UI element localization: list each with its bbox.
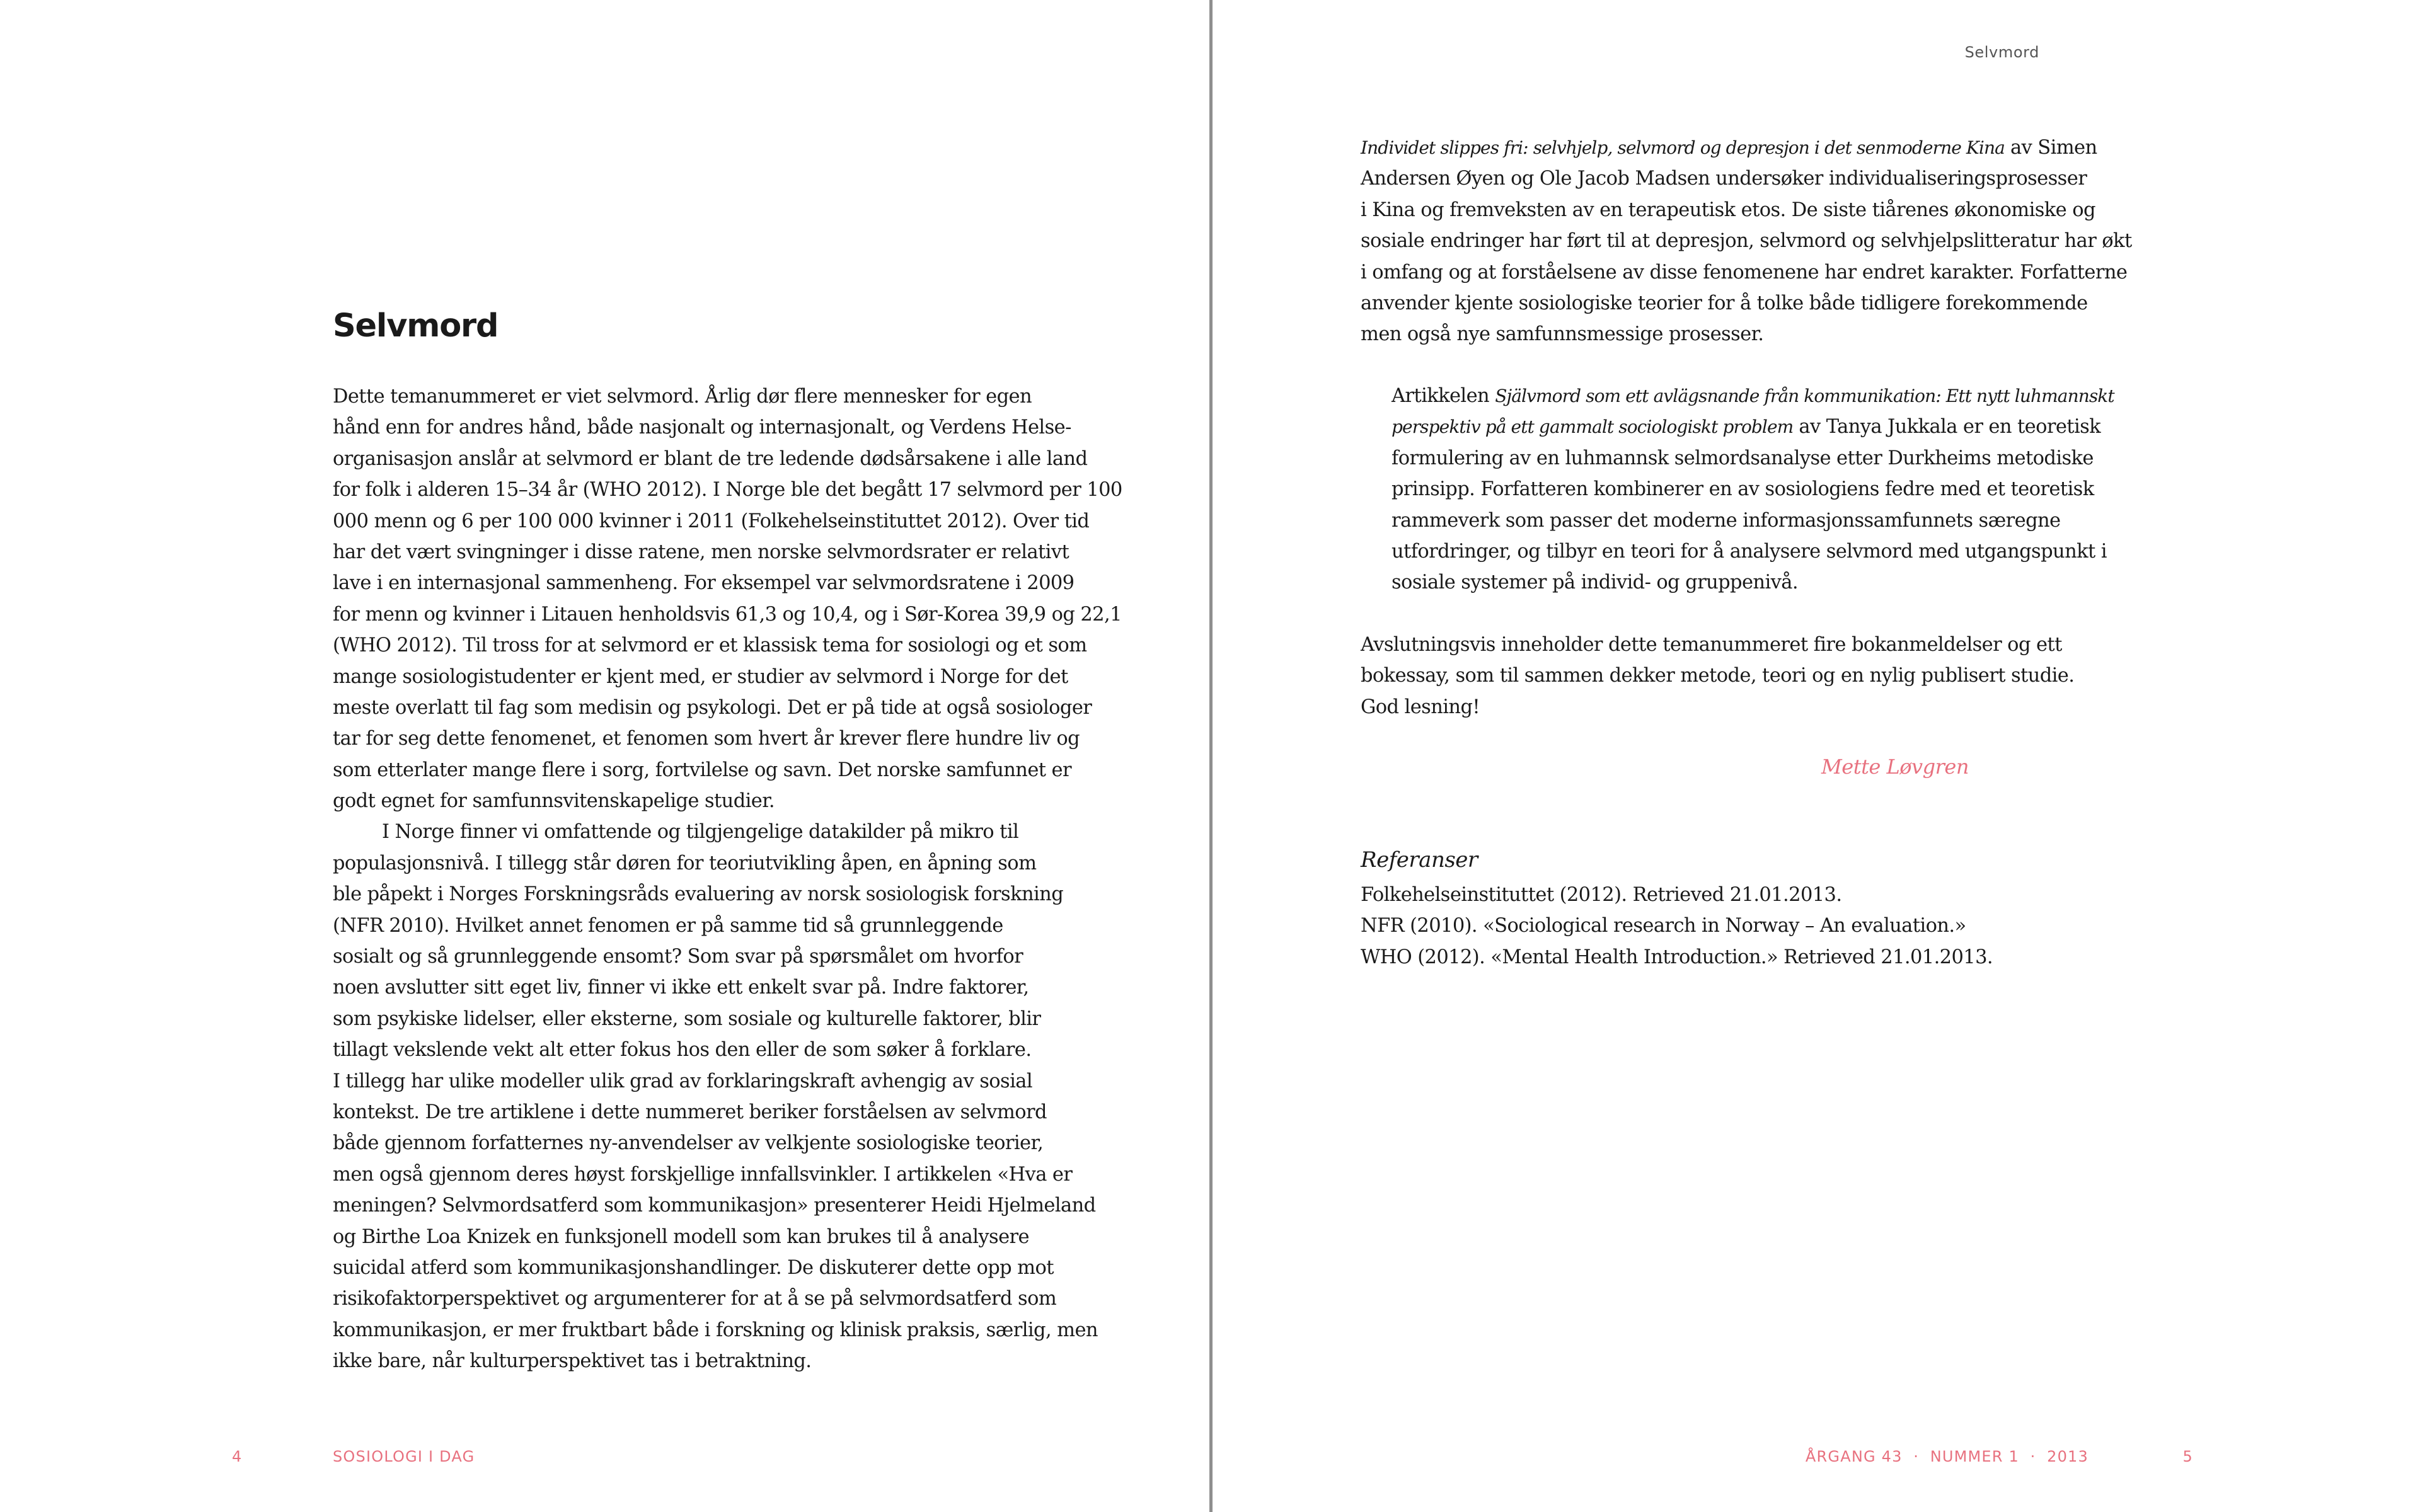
text-line: godt egnet for samfunnsvitenskapelige studier. (333, 790, 775, 813)
text-line: meningen? Selvmordsatferd som kommunikasjon» presenterer Heidi Hjelmeland (333, 1194, 1096, 1217)
text-line: hånd enn for andres hånd, både nasjonalt og internasjonalt, og Verdens Helse- (333, 416, 1071, 439)
text-run: av Tanya Jukkala er en teoretisk (1793, 416, 2101, 438)
page-number-right: 5 (2182, 1448, 2193, 1465)
reference-item: WHO (2012). «Mental Health Introduction.» Retrieved 21.01.2013. (1361, 946, 1993, 968)
text-line: som etterlater mange flere i sorg, fortvilelse og savn. Det norske samfunnet er (333, 759, 1071, 781)
editorial-body (333, 381, 1122, 1377)
text-line: suicidal atferd som kommunikasjonshandlinger. De diskuterer dette opp mot (333, 1256, 1054, 1279)
text-line: sosiale systemer på individ- og gruppenivå. (1392, 571, 1798, 594)
book-title: Individet slippes fri: selvhjelp, selvmord og depresjon i det senmoderne Kina (1361, 137, 2005, 158)
text-line: i omfang og at forståelsene av disse fenomenene har endret karakter. Forfatterne (1361, 261, 2128, 284)
intro-paragraph (1361, 132, 2132, 350)
text-line: Avslutningsvis inneholder dette temanummeret fire bokanmeldelser og ett (1361, 634, 2062, 656)
text-line: Dette temanummeret er viet selvmord. Årlig dør flere mennesker for egen (333, 386, 1032, 408)
text-line: Andersen Øyen og Ole Jacob Madsen undersøker individualiseringsprosesser (1361, 168, 2087, 190)
text-line: for folk i alderen 15–34 år (WHO 2012). I Norge ble det begått 17 selvmord per 100 (333, 479, 1122, 501)
text-line: mange sosiologistudenter er kjent med, er studier av selvmord i Norge for det (333, 665, 1068, 688)
text-line: prinsipp. Forfatteren kombinerer en av sosiologiens fedre med et teoretisk (1392, 478, 2094, 501)
text-line: utfordringer, og tilbyr en teori for å analysere selvmord med utgangspunkt i (1392, 540, 2107, 563)
text-line: ikke bare, når kulturperspektivet tas i betraktning. (333, 1350, 812, 1373)
text-line: I Norge finner vi omfattende og tilgjengelige datakilder på mikro til (382, 821, 1019, 844)
text-line: meste overlatt til fag som medisin og psykologi. Det er på tide at også sosiologer (333, 696, 1092, 719)
author-signature: Mette Løvgren (1821, 755, 1969, 779)
text-line: (WHO 2012). Til tross for at selvmord er et klassisk tema for sosiologi og et som (333, 634, 1087, 657)
text-line: sosiale endringer har ført til at depresjon, selvmord og selvhjelpslitteratur har økt (1361, 230, 2132, 253)
text-line: (NFR 2010). Hvilket annet fenomen er på samme tid så grunnleggende (333, 914, 1003, 937)
text-line: men også nye samfunnsmessige prosesser. (1361, 323, 1764, 346)
text-line: og Birthe Loa Knizek en funksjonell modell som kan brukes til å analysere (333, 1225, 1029, 1248)
text-line: anvender kjente sosiologiske teorier for å tolke både tidligere forekommende (1361, 292, 2088, 314)
issue-info: ÅRGANG 43 · NUMMER 1 · 2013 (1805, 1448, 2089, 1465)
text-line: både gjennom forfatternes ny-anvendelser av velkjente sosiologiske teorier, (333, 1132, 1044, 1155)
paragraph-2 (333, 816, 1122, 1377)
reference-item: Folkehelseinstituttet (2012). Retrieved 21.01.2013. (1361, 884, 1842, 906)
text-line: men også gjennom deres høyst forskjellige innfallsvinkler. I artikkelen «Hva er (333, 1163, 1073, 1186)
text-line: organisasjon anslår at selvmord er blant de tre ledende dødsårsakene i alle land (333, 447, 1088, 470)
text-line: risikofaktorperspektivet og argumenterer for at å se på selvmordsatferd som (333, 1288, 1057, 1310)
reference-item: NFR (2010). «Sociological research in Norway – An evaluation.» (1361, 915, 1966, 937)
text-line: for menn og kvinner i Litauen henholdsvis 61,3 og 10,4, og i Sør-Korea 39,9 og 22,1 (333, 603, 1122, 626)
references-heading: Referanser (1361, 847, 1478, 873)
running-head: Selvmord (1964, 43, 2039, 61)
text-line (1361, 132, 2132, 163)
text-line: ble påpekt i Norges Forskningsråds evaluering av norsk sosiologisk forskning (333, 883, 1064, 906)
text-line: formulering av en luhmannsk selmordsanalyse etter Durkheims metodiske (1392, 447, 2094, 469)
text-line: som psykiske lidelser, eller eksterne, som sosiale og kulturelle faktorer, blir (333, 1007, 1041, 1030)
magazine-name: SOSIOLOGI I DAG (333, 1448, 475, 1465)
text-line: populasjonsnivå. I tillegg står døren for teoriutvikling åpen, en åpning som (333, 852, 1037, 874)
text-line: rammeverk som passer det moderne informasjonssamfunnets særegne (1392, 509, 2061, 532)
text-line: tillagt vekslende vekt alt etter fokus hos den eller de som søker å forklare. (333, 1039, 1032, 1062)
page-number-left: 4 (232, 1448, 243, 1465)
text-line: I tillegg har ulike modeller ulik grad av forklaringskraft avhengig av sosial (333, 1070, 1032, 1092)
text-line: tar for seg dette fenomenet, et fenomen som hvert år krever flere hundre liv og (333, 728, 1080, 750)
text-line: kontekst. De tre artiklene i dette nummeret beriker forståelsen av selvmord (333, 1101, 1047, 1123)
paragraph-1 (333, 381, 1122, 816)
article-summary-block (1392, 381, 2114, 598)
text-line: God lesning! (1361, 696, 1480, 718)
text-line: lave i en internasjonal sammenheng. For eksempel var selvmordsratene i 2009 (333, 572, 1075, 595)
article-title-italic: Självmord som ett avlägsnande från kommunikation: Ett nytt luhmannskt (1495, 386, 2114, 406)
left-page (0, 0, 1209, 1512)
text-line: noen avslutter sitt eget liv, finner vi ikke ett enkelt svar på. Indre faktorer, (333, 976, 1029, 999)
text-line (1392, 411, 2114, 442)
text-line (1392, 381, 2114, 411)
text-run: Artikkelen (1392, 385, 1495, 407)
text-line: bokessay, som til sammen dekker metode, teori og en nylig publisert studie. (1361, 665, 2075, 687)
article-title: Selvmord (333, 307, 498, 345)
closing-paragraph (1361, 629, 2074, 723)
text-line: sosialt og så grunnleggende ensomt? Som svar på spørsmålet om hvorfor (333, 946, 1023, 968)
text-line: kommunikasjon, er mer fruktbart både i forskning og klinisk praksis, særlig, men (333, 1319, 1098, 1341)
text-run: av Simen (2004, 137, 2097, 159)
text-line: i Kina og fremveksten av en terapeutisk etos. De siste tiårenes økonomiske og (1361, 198, 2095, 221)
article-title-italic: perspektiv på ett gammalt sociologiskt problem (1392, 416, 1794, 438)
text-line: har det vært svingninger i disse ratene, men norske selvmordsrater er relativt (333, 541, 1069, 563)
references-list (1361, 879, 1993, 973)
text-line: 000 menn og 6 per 100 000 kvinner i 2011 (Folkehelseinstituttet 2012). Over tid (333, 510, 1090, 532)
